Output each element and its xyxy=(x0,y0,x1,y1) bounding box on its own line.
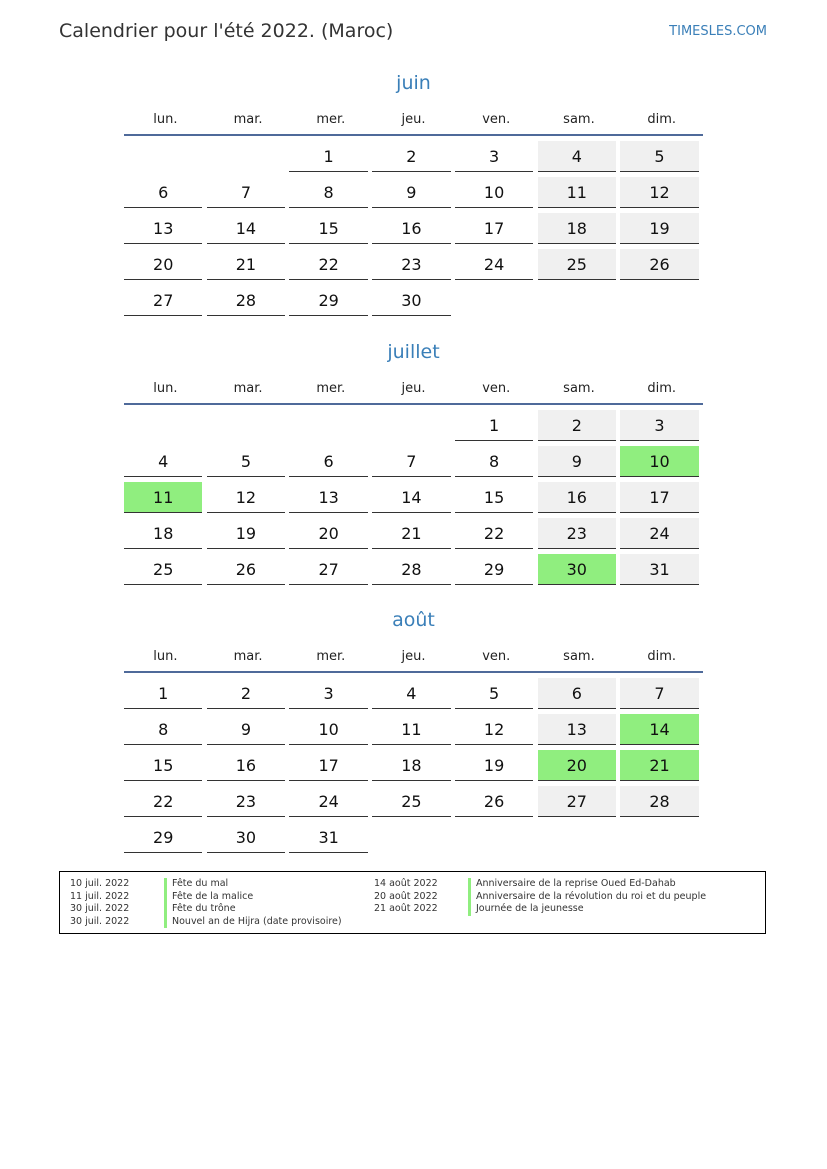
holiday-date: 30 juil. 2022 xyxy=(70,903,130,914)
day-cell: 10 xyxy=(620,446,698,477)
day-cell: 11 xyxy=(538,177,616,208)
weekday-label: sam. xyxy=(563,649,595,664)
empty-day-cell xyxy=(207,141,285,172)
holiday-name: Fête du mal xyxy=(164,878,228,891)
weekday-label: mer. xyxy=(316,649,346,664)
day-cell: 17 xyxy=(455,213,533,244)
day-cell: 24 xyxy=(455,249,533,280)
day-cell: 12 xyxy=(620,177,698,208)
day-cell: 23 xyxy=(538,518,616,549)
legend-row xyxy=(374,903,706,916)
holiday-name: Anniversaire de la révolution du roi et du peuple xyxy=(468,891,706,904)
day-cell: 24 xyxy=(620,518,698,549)
weekday-label: lun. xyxy=(153,112,178,127)
legend-row xyxy=(70,903,342,916)
day-cell: 19 xyxy=(207,518,285,549)
day-cell: 20 xyxy=(538,750,616,781)
holiday-name: Anniversaire de la reprise Oued Ed-Dahab xyxy=(468,878,676,891)
weekday-header xyxy=(124,369,703,405)
day-cell: 4 xyxy=(124,446,202,477)
week-row xyxy=(124,678,703,714)
weekday-header xyxy=(124,100,703,136)
holiday-legend xyxy=(59,871,766,934)
week-row xyxy=(124,410,703,446)
empty-day-cell xyxy=(620,822,698,853)
day-cell: 21 xyxy=(207,249,285,280)
weekday-label: mer. xyxy=(316,112,346,127)
holiday-name: Fête de la malice xyxy=(164,891,253,904)
weekday-label: lun. xyxy=(153,649,178,664)
legend-row xyxy=(70,878,342,891)
week-row xyxy=(124,786,703,822)
weekday-label: sam. xyxy=(563,112,595,127)
day-cell: 18 xyxy=(538,213,616,244)
day-cell: 9 xyxy=(538,446,616,477)
day-cell: 4 xyxy=(372,678,450,709)
week-row xyxy=(124,177,703,213)
day-cell: 22 xyxy=(455,518,533,549)
day-cell: 21 xyxy=(372,518,450,549)
day-cell: 17 xyxy=(289,750,367,781)
day-cell: 13 xyxy=(289,482,367,513)
legend-row xyxy=(374,891,706,904)
weekday-label: mer. xyxy=(316,380,346,396)
weekday-label: dim. xyxy=(647,380,676,396)
day-cell: 17 xyxy=(620,482,698,513)
day-cell: 13 xyxy=(124,213,202,244)
day-cell: 20 xyxy=(124,249,202,280)
day-cell: 12 xyxy=(455,714,533,745)
day-cell: 27 xyxy=(124,285,202,316)
empty-day-cell xyxy=(124,410,202,441)
holiday-name: Nouvel an de Hijra (date provisoire) xyxy=(164,916,342,929)
empty-day-cell xyxy=(289,410,367,441)
page-title: Calendrier pour l'été 2022. (Maroc) xyxy=(59,20,394,42)
day-cell: 25 xyxy=(538,249,616,280)
day-cell: 5 xyxy=(207,446,285,477)
day-cell: 6 xyxy=(538,678,616,709)
empty-day-cell xyxy=(372,410,450,441)
day-cell: 13 xyxy=(538,714,616,745)
day-cell: 18 xyxy=(124,518,202,549)
week-row xyxy=(124,750,703,786)
month-name: juin xyxy=(396,72,431,94)
holiday-date: 14 août 2022 xyxy=(374,878,438,889)
holiday-name: Journée de la jeunesse xyxy=(468,903,584,916)
day-cell: 10 xyxy=(455,177,533,208)
legend-column-right xyxy=(374,878,706,916)
month-2 xyxy=(124,607,703,876)
day-cell: 3 xyxy=(455,141,533,172)
holiday-date: 11 juil. 2022 xyxy=(70,890,130,902)
day-cell: 2 xyxy=(372,141,450,172)
day-cell: 31 xyxy=(289,822,367,853)
day-cell: 30 xyxy=(207,822,285,853)
day-cell: 8 xyxy=(289,177,367,208)
day-cell: 19 xyxy=(455,750,533,781)
week-row xyxy=(124,714,703,750)
week-row xyxy=(124,249,703,285)
day-cell: 31 xyxy=(620,554,698,585)
day-cell: 29 xyxy=(124,822,202,853)
holiday-name: Fête du trône xyxy=(164,903,236,916)
day-cell: 19 xyxy=(620,213,698,244)
weekday-label: dim. xyxy=(647,649,676,664)
day-cell: 10 xyxy=(289,714,367,745)
day-cell: 11 xyxy=(372,714,450,745)
empty-day-cell xyxy=(124,141,202,172)
day-cell: 20 xyxy=(289,518,367,549)
week-row xyxy=(124,446,703,482)
weekday-label: jeu. xyxy=(401,649,426,664)
month-0 xyxy=(124,70,703,339)
weekday-header xyxy=(124,637,703,673)
day-cell: 4 xyxy=(538,141,616,172)
day-cell: 2 xyxy=(538,410,616,441)
day-cell: 28 xyxy=(372,554,450,585)
week-row xyxy=(124,518,703,554)
empty-day-cell xyxy=(538,822,616,853)
day-cell: 14 xyxy=(372,482,450,513)
week-row xyxy=(124,213,703,249)
day-cell: 6 xyxy=(289,446,367,477)
day-cell: 27 xyxy=(538,786,616,817)
empty-day-cell xyxy=(538,285,616,316)
day-cell: 15 xyxy=(124,750,202,781)
holiday-date: 21 août 2022 xyxy=(374,903,438,914)
day-cell: 26 xyxy=(620,249,698,280)
day-cell: 29 xyxy=(289,285,367,316)
day-cell: 15 xyxy=(289,213,367,244)
empty-day-cell xyxy=(620,285,698,316)
day-cell: 8 xyxy=(124,714,202,745)
day-cell: 6 xyxy=(124,177,202,208)
day-cell: 22 xyxy=(124,786,202,817)
week-row xyxy=(124,554,703,590)
week-row xyxy=(124,285,703,321)
site-link[interactable]: TIMESLES.COM xyxy=(669,24,767,39)
weekday-label: jeu. xyxy=(401,380,426,396)
legend-row xyxy=(70,916,342,929)
month-name: août xyxy=(392,609,435,631)
weekday-label: mar. xyxy=(233,649,263,664)
day-cell: 21 xyxy=(620,750,698,781)
day-cell: 16 xyxy=(538,482,616,513)
day-cell: 1 xyxy=(124,678,202,709)
weekday-label: dim. xyxy=(647,112,676,127)
day-cell: 3 xyxy=(289,678,367,709)
day-cell: 5 xyxy=(455,678,533,709)
weekday-label: ven. xyxy=(482,112,511,127)
day-cell: 30 xyxy=(372,285,450,316)
empty-day-cell xyxy=(372,822,450,853)
day-cell: 28 xyxy=(207,285,285,316)
day-cell: 23 xyxy=(207,786,285,817)
day-cell: 2 xyxy=(207,678,285,709)
day-cell: 7 xyxy=(207,177,285,208)
day-cell: 30 xyxy=(538,554,616,585)
day-cell: 18 xyxy=(372,750,450,781)
calendar-months xyxy=(124,70,703,876)
day-cell: 14 xyxy=(620,714,698,745)
day-cell: 26 xyxy=(455,786,533,817)
weekday-label: lun. xyxy=(153,380,178,396)
weekday-label: ven. xyxy=(482,649,511,664)
day-cell: 26 xyxy=(207,554,285,585)
week-row xyxy=(124,822,703,858)
weekday-label: mar. xyxy=(233,380,263,396)
day-cell: 27 xyxy=(289,554,367,585)
weekday-label: ven. xyxy=(482,380,511,396)
empty-day-cell xyxy=(207,410,285,441)
legend-row xyxy=(374,878,706,891)
week-row xyxy=(124,482,703,518)
day-cell: 24 xyxy=(289,786,367,817)
holiday-date: 20 août 2022 xyxy=(374,890,438,902)
day-cell: 12 xyxy=(207,482,285,513)
day-cell: 16 xyxy=(372,213,450,244)
weekday-label: jeu. xyxy=(401,112,426,127)
holiday-date: 10 juil. 2022 xyxy=(70,878,130,889)
day-cell: 11 xyxy=(124,482,202,513)
day-cell: 8 xyxy=(455,446,533,477)
holiday-date: 30 juil. 2022 xyxy=(70,915,130,927)
day-cell: 14 xyxy=(207,213,285,244)
day-cell: 15 xyxy=(455,482,533,513)
day-cell: 28 xyxy=(620,786,698,817)
day-cell: 7 xyxy=(620,678,698,709)
legend-column-left xyxy=(70,878,342,928)
day-cell: 5 xyxy=(620,141,698,172)
month-name: juillet xyxy=(387,340,440,363)
weekday-label: sam. xyxy=(563,380,595,396)
day-cell: 16 xyxy=(207,750,285,781)
day-cell: 1 xyxy=(455,410,533,441)
day-cell: 22 xyxy=(289,249,367,280)
legend-row xyxy=(70,891,342,904)
day-cell: 25 xyxy=(372,786,450,817)
day-cell: 9 xyxy=(372,177,450,208)
weekday-label: mar. xyxy=(233,112,263,127)
day-cell: 3 xyxy=(620,410,698,441)
day-cell: 7 xyxy=(372,446,450,477)
empty-day-cell xyxy=(455,822,533,853)
empty-day-cell xyxy=(455,285,533,316)
week-row xyxy=(124,141,703,177)
day-cell: 23 xyxy=(372,249,450,280)
day-cell: 9 xyxy=(207,714,285,745)
day-cell: 25 xyxy=(124,554,202,585)
day-cell: 29 xyxy=(455,554,533,585)
day-cell: 1 xyxy=(289,141,367,172)
month-1 xyxy=(124,339,703,608)
